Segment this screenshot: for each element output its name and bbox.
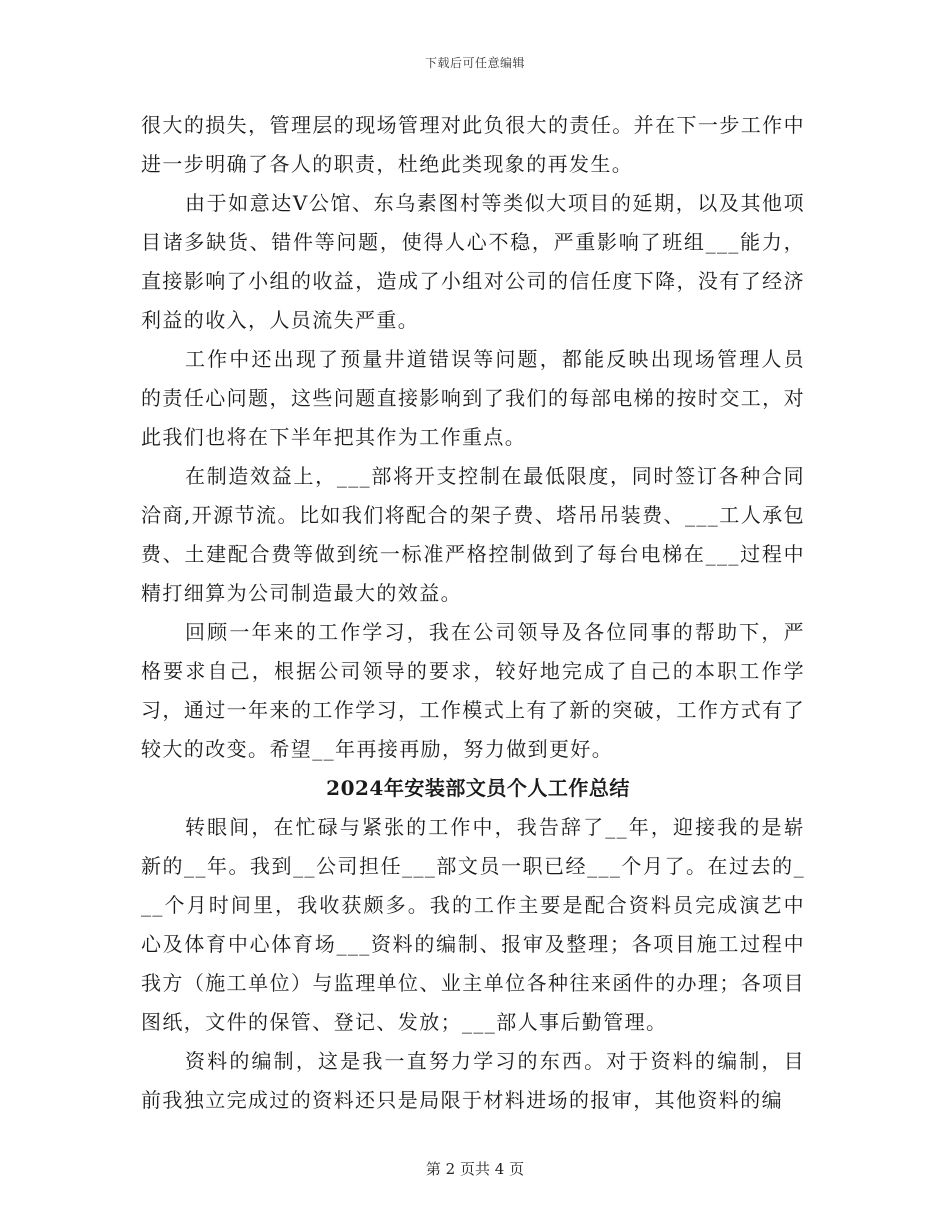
- paragraph-project-delays: 由于如意达Ⅴ公馆、东乌素图村等类似大项目的延期，以及其他项目诸多缺货、错件等问题，使得人心不稳，严重影响了班组___能力，直接影响了小组的收益，造成了小组对公司的信任度下降，没有了经济利益的收入，人员流失严重。: [141, 191, 805, 332]
- section-title: 2024年安装部文员个人工作总结: [326, 776, 630, 800]
- paragraph-shaft-errors: 工作中还出现了预量井道错误等问题，都能反映出现场管理人员的责任心问题，这些问题直接影响到了我们的每部电梯的按时交工，对此我们也将在下半年把其作为工作重点。: [141, 347, 805, 449]
- page-number: 第 2 页共 4 页: [425, 1160, 525, 1178]
- document-body: [141, 106, 805, 1120]
- paragraph-document-compilation: 资料的编制，这是我一直努力学习的东西。对于资料的编制，目前我独立完成过的资料还只是局限于材料进场的报审，其他资料的编: [141, 1049, 805, 1112]
- paragraph-continuation: 很大的损失，管理层的现场管理对此负很大的责任。并在下一步工作中进一步明确了各人的职责，杜绝此类现象的再发生。: [141, 113, 805, 176]
- paragraph-new-year: 转眼间，在忙碌与紧张的工作中，我告辞了__年，迎接我的是崭新的__年。我到__公司担任___部文员一职已经___个月了。在过去的___个月时间里，我收获颇多。我的工作主要是配合资料员完成演艺中心及体育中心体育场___资料的编制、报审及整理；各项目施工过程中我方（施工单位）与监理单位、业主单位各种往来函件的办理；各项目图纸，文件的保管、登记、发放；___部人事后勤管理。: [141, 815, 805, 1034]
- page-header: 下载后可任意编辑: [424, 56, 525, 70]
- paragraph-year-review: 回顾一年来的工作学习，我在公司领导及各位同事的帮助下，严格要求自己，根据公司领导的要求，较好地完成了自己的本职工作学习，通过一年来的工作学习，工作模式上有了新的突破，工作方式有了较大的改变。希望__年再接再励，努力做到更好。: [141, 620, 805, 761]
- paragraph-cost-control: 在制造效益上，___部将开支控制在最低限度，同时签订各种合同洽商,开源节流。比如我们将配合的架子费、塔吊吊装费、___工人承包费、土建配合费等做到统一标准严格控制做到了每台电梯在___过程中精打细算为公司制造最大的效益。: [141, 464, 805, 605]
